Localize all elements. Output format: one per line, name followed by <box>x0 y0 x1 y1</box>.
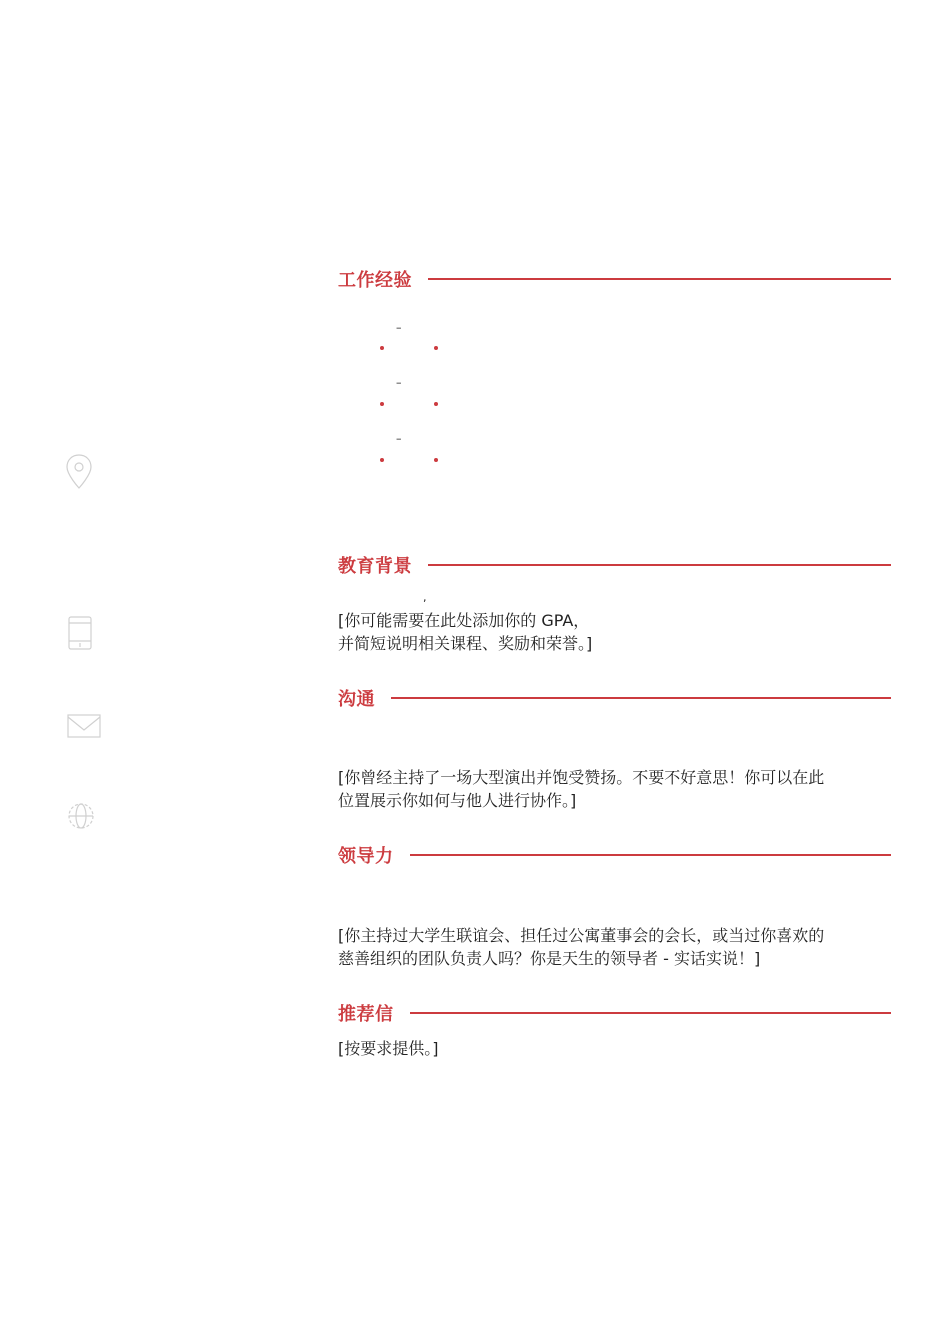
communication-heading <box>338 685 891 711</box>
section-rule <box>428 278 891 280</box>
website-icon <box>65 801 97 831</box>
phone-icon <box>66 615 94 651</box>
degree-separator: , <box>423 591 427 604</box>
communication-description <box>338 766 898 812</box>
section-title: 教育背景 <box>338 556 412 577</box>
bullet-dot <box>380 458 384 462</box>
text-line: 并简短说明相关课程、奖励和荣誉。] <box>338 634 593 653</box>
date-dash: – <box>396 321 402 334</box>
section-title: 工作经验 <box>338 270 412 291</box>
section-title: 推荐信 <box>338 1004 394 1025</box>
section-rule <box>410 1012 892 1014</box>
text-line: [你主持过大学生联谊会、担任过公寓董事会的会长，或当过你喜欢的 <box>338 926 825 945</box>
bullet-dot <box>434 458 438 462</box>
date-dash: – <box>396 432 402 445</box>
leadership-heading <box>338 842 891 868</box>
text-line: 位置展示你如何与他人进行协作。] <box>338 791 577 810</box>
work-experience-heading <box>338 266 891 292</box>
education-heading <box>338 552 891 578</box>
bullet-dot <box>380 402 384 406</box>
bullet-dot <box>434 346 438 350</box>
section-rule <box>410 854 892 856</box>
leadership-description <box>338 924 898 970</box>
text-line: [你曾经主持了一场大型演出并饱受赞扬。不要不好意思！你可以在此 <box>338 768 825 787</box>
section-title: 领导力 <box>338 846 394 867</box>
text-line: [你可能需要在此处添加你的 GPA， <box>338 611 590 630</box>
date-dash: – <box>396 376 402 389</box>
email-icon <box>66 713 102 739</box>
section-rule <box>391 697 891 699</box>
bullet-dot <box>380 346 384 350</box>
text-line: 慈善组织的团队负责人吗？你是天生的领导者 - 实话实说！] <box>338 949 761 968</box>
text-line: [按要求提供。] <box>338 1039 439 1058</box>
section-rule <box>428 564 891 566</box>
references-description <box>338 1037 898 1060</box>
references-heading <box>338 1000 891 1026</box>
bullet-dot <box>434 402 438 406</box>
education-description <box>338 609 898 655</box>
section-title: 沟通 <box>338 689 375 710</box>
location-icon <box>64 453 94 491</box>
